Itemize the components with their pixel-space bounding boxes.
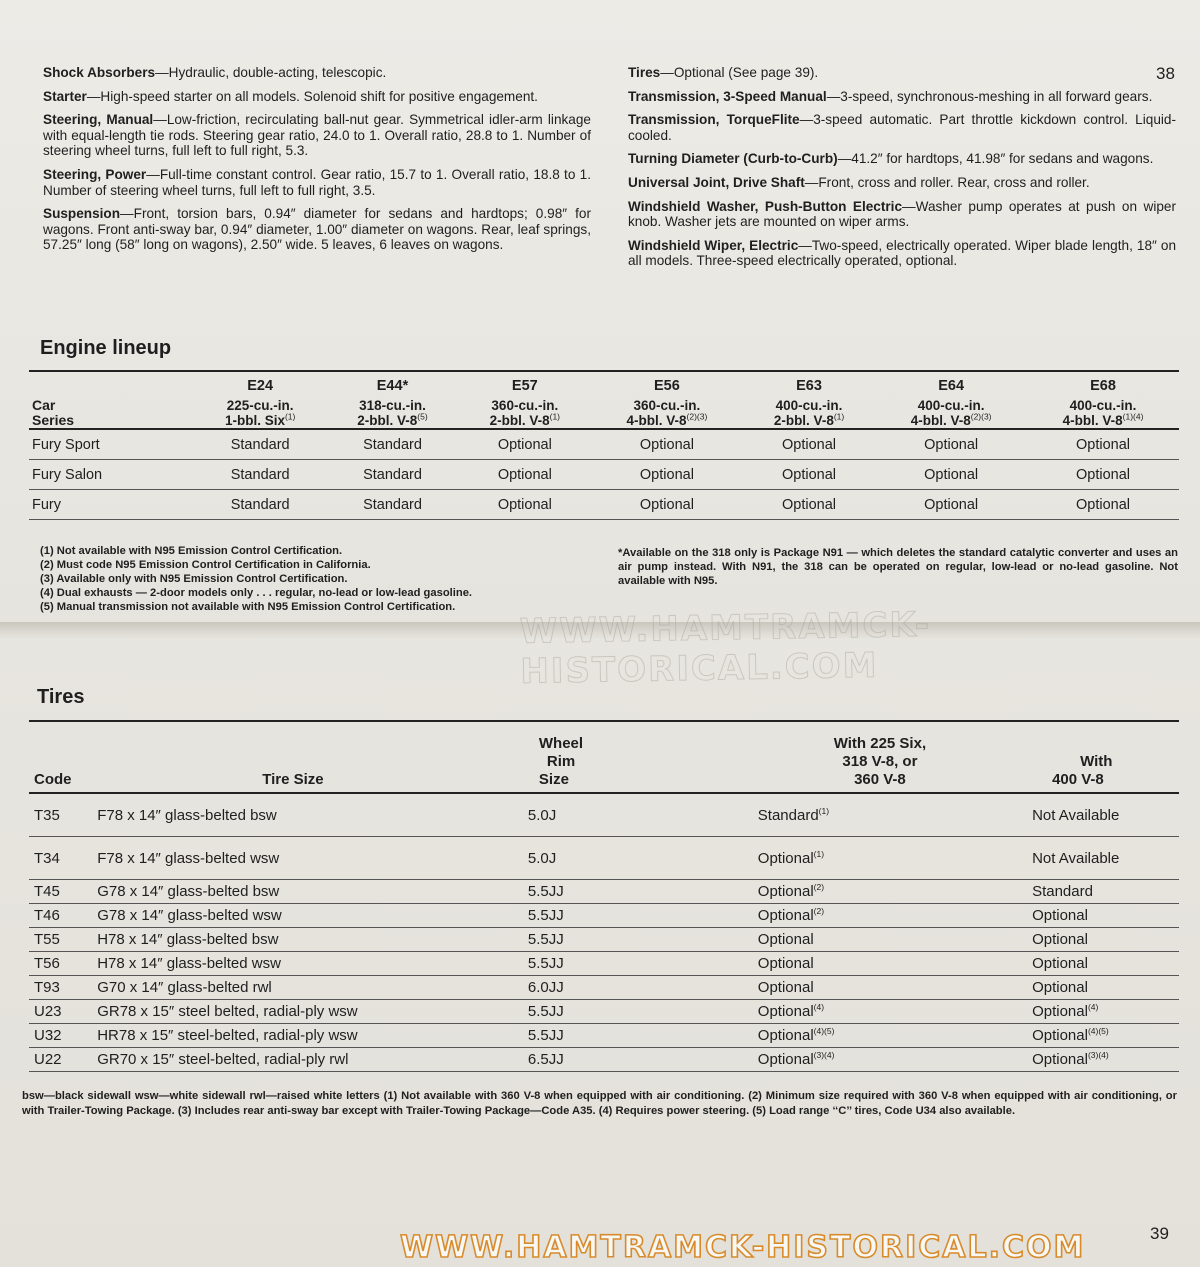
footnote: (4) Dual exhausts — 2-door models only . . . regular, no-lead or low-lead gasoline. — [40, 587, 473, 599]
page-number-bottom: 39 — [1150, 1224, 1169, 1243]
availability-cell: Optional — [1027, 490, 1179, 520]
availability-cell: Standard — [326, 490, 458, 520]
engine-code-row — [29, 371, 1179, 394]
spec-suspension: Suspension—Front, torsion bars, 0.94″ diameter for sedans and hardtops; 0.98″ for wagons. Front anti-sway bar, 0.94″ diameter, 1.00″ diameter on wagons. Rear, leaf springs, 57.25″ long (58″ long on wagons), 2.50″ wide. 5 leaves, 6 leaves on wagons. — [43, 206, 591, 253]
tire-row — [29, 837, 1179, 880]
availability-cell: Optional — [1027, 429, 1179, 460]
availability-cell: Optional — [875, 460, 1027, 490]
with-225-value: Optional$^{(4)}$ — [728, 1000, 1032, 1024]
watermark-mid: WWW.HAMTRAMCK-HISTORICAL.COM — [519, 604, 932, 692]
tire-code: T55 — [29, 928, 97, 952]
tire-row — [29, 793, 1179, 837]
tires-legend: bsw—black sidewall wsw—white sidewall rwl—raised white letters (1) Not available with 360 V-8 when equipped with air conditioning. (2) Minimum size required with 360 V-8 when equipped with air conditioning, or with Trailer-Towing Package. (3) Includes rear anti-sway bar except with Trailer-Towing Package—Code A35. (4) Requires power steering. (5) Load range ‘‘C’’ tires, Code U34 also available. — [22, 1090, 1177, 1117]
tire-size: G70 x 14″ glass-belted rwl — [97, 976, 517, 1000]
with-225-value: Standard$^{(1)}$ — [728, 793, 1032, 837]
series-name: Fury Sport — [29, 429, 194, 460]
engine-displacement: 225-cu.-in. 1-bbl. Six$^{(1)}$ — [224, 398, 296, 428]
tire-row — [29, 976, 1179, 1000]
tire-code: U32 — [29, 1024, 97, 1048]
availability-cell: Optional — [459, 460, 591, 490]
rim-size-header: Wheel Rim Size — [538, 735, 584, 788]
footnote: (3) Available only with N95 Emission Control Certification. — [40, 573, 348, 585]
availability-cell: Optional — [591, 429, 743, 460]
with-400-value: Optional — [1032, 976, 1179, 1000]
engine-displacement: 400-cu.-in. 4-bbl. $V-8^{(1)(4)}$ — [1062, 398, 1144, 428]
availability-cell: Standard — [194, 490, 326, 520]
with-400-value: Optional$^{(4)}$ — [1032, 1000, 1179, 1024]
spec-steering-manual: Steering, Manual—Low-friction, recirculating ball-nut gear. Symmetrical idler-arm linkage with equal-length tie rods. Steering gear ratio, 24.0 to 1. Overall ratio, 28.8 to 1. Number of steering wheel turns, full left to full right, 5.3. — [43, 112, 591, 159]
spec-steering-power: Steering, Power—Full-time constant control. Gear ratio, 15.7 to 1. Overall ratio, 18.8 to 1. Number of steering wheel turns, full left to full right, 3.5. — [43, 166, 591, 198]
with-225-value: Optional — [728, 952, 1032, 976]
tire-row — [29, 1024, 1179, 1048]
tire-code: T34 — [29, 837, 97, 880]
rim-size: 5.5JJ — [517, 952, 728, 976]
code-header: Code — [34, 771, 72, 788]
rim-size: 5.5JJ — [517, 1000, 728, 1024]
engine-displacement: 360-cu.-in. 2-bbl. V-8$^{(1)}$ — [489, 398, 561, 428]
availability-cell: Standard — [326, 460, 458, 490]
availability-cell: Optional — [591, 490, 743, 520]
tire-size: H78 x 14″ glass-belted wsw — [97, 952, 517, 976]
availability-cell: Optional — [743, 460, 875, 490]
tire-row — [29, 880, 1179, 904]
engine-displacement: 400-cu.-in. 2-bbl. V-8$^{(1)}$ — [773, 398, 845, 428]
with-400-value: Optional — [1032, 952, 1179, 976]
with-400-value: Not Available — [1032, 837, 1179, 880]
rim-size: 6.5JJ — [517, 1048, 728, 1072]
tires-heading: Tires — [37, 686, 85, 708]
engine-code: E68 — [1090, 378, 1116, 394]
tire-code: T56 — [29, 952, 97, 976]
tire-row — [29, 952, 1179, 976]
tire-size-header: Tire Size — [262, 771, 324, 788]
spec-transmission-manual: Transmission, 3-Speed Manual—3-speed, synchronous-meshing in all forward gears. — [628, 88, 1153, 104]
with-225-value: Optional$^{(1)}$ — [728, 837, 1032, 880]
tire-row — [29, 928, 1179, 952]
spec-transmission-torqueflite: Transmission, TorqueFlite—3-speed automatic. Part throttle kickdown control. Liquid-cooled. — [628, 112, 1176, 143]
availability-cell: Optional — [743, 429, 875, 460]
tires-header-row — [29, 721, 1179, 793]
engine-code: E64 — [938, 378, 965, 394]
engine-code: E57 — [511, 378, 538, 394]
rim-size: 5.5JJ — [517, 904, 728, 928]
rim-size: 6.0JJ — [517, 976, 728, 1000]
availability-cell: Optional — [459, 490, 591, 520]
with-225-value: Optional$^{(4)(5)}$ — [728, 1024, 1032, 1048]
series-name: Fury — [29, 490, 194, 520]
engine-code: E44* — [376, 378, 409, 394]
footnote: (1) Not available with N95 Emission Control Certification. — [40, 545, 343, 557]
tire-size: H78 x 14″ glass-belted bsw — [97, 928, 517, 952]
spec-tires: Tires—Optional (See page 39). — [628, 65, 819, 80]
engine-displacement: 400-cu.-in. 4-bbl. $V-8^{(2)(3)}$ — [910, 398, 992, 428]
engine-code: E63 — [796, 378, 822, 394]
tire-size: GR70 x 15″ steel-belted, radial-ply rwl — [97, 1048, 517, 1072]
spec-windshield-washer: Windshield Washer, Push-Button Electric—Washer pump operates at push on wiper knob. Washer jets are mounted on wiper arms. — [628, 198, 1176, 230]
spec-shock-absorbers: Shock Absorbers—Hydraulic, double-acting, telescopic. — [43, 65, 387, 80]
availability-cell: Standard — [326, 429, 458, 460]
tire-code: T35 — [29, 793, 97, 837]
availability-cell: Standard — [194, 460, 326, 490]
tire-size: HR78 x 15″ steel-belted, radial-ply wsw — [97, 1024, 517, 1048]
tire-row — [29, 1000, 1179, 1024]
engine-row-fury — [29, 490, 1179, 520]
tire-size: F78 x 14″ glass-belted bsw — [97, 793, 517, 837]
with-225-header: With 225 Six, 318 V-8, or 360 V-8 — [833, 735, 927, 788]
rim-size: 5.0J — [517, 837, 728, 880]
rim-size: 5.5JJ — [517, 1024, 728, 1048]
tire-code: U23 — [29, 1000, 97, 1024]
engine-asterisk-note: *Available on the 318 only is Package N91 — which deletes the standard catalytic converter and uses an air pump instead. With N91, the 318 can be operated on regular, low-lead or no-lead gasoline. Not available with N95. — [618, 547, 1178, 587]
tires-table — [29, 720, 1179, 1072]
engine-displacement: 360-cu.-in. 4-bbl. $V-8^{(2)(3)}$ — [626, 398, 708, 428]
spec-turning-diameter: Turning Diameter (Curb-to-Curb)—41.2″ for hardtops, 41.98″ for sedans and wagons. — [628, 151, 1154, 167]
watermark-bottom: WWW.HAMTRAMCK-HISTORICAL.COM — [400, 1230, 1086, 1265]
spec-starter: Starter—High-speed starter on all models. Solenoid shift for positive engagement. — [43, 88, 538, 104]
tire-code: U22 — [29, 1048, 97, 1072]
spec-windshield-wiper: Windshield Wiper, Electric—Two-speed, electrically operated. Wiper blade length, 18″ on all models. Three-speed electrically operated, optional. — [628, 237, 1176, 269]
availability-cell: Standard — [194, 429, 326, 460]
with-225-value: Optional$^{(2)}$ — [728, 880, 1032, 904]
with-400-value: Optional$^{(4)(5)}$ — [1032, 1024, 1179, 1048]
engine-displacement-row — [29, 394, 1179, 429]
tire-size: G78 x 14″ glass-belted bsw — [97, 880, 517, 904]
with-400-value: Optional$^{(3)(4)}$ — [1032, 1048, 1179, 1072]
with-400-value: Optional — [1032, 928, 1179, 952]
availability-cell: Optional — [591, 460, 743, 490]
tire-code: T93 — [29, 976, 97, 1000]
spec-universal-joint: Universal Joint, Drive Shaft—Front, cross and roller. Rear, cross and roller. — [628, 174, 1090, 190]
engine-footnotes — [40, 544, 600, 614]
page-number-top: 38 — [1156, 64, 1175, 83]
tire-size: F78 x 14″ glass-belted wsw — [97, 837, 517, 880]
tire-size: GR78 x 15″ steel belted, radial-ply wsw — [97, 1000, 517, 1024]
engine-code: E56 — [654, 378, 680, 394]
with-400-value: Not Available — [1032, 793, 1179, 837]
car-series-header: Car Series — [32, 397, 75, 428]
with-400-value: Standard — [1032, 880, 1179, 904]
tire-size: G78 x 14″ glass-belted wsw — [97, 904, 517, 928]
specs-right-column — [628, 65, 1176, 277]
with-225-value: Optional$^{(2)}$ — [728, 904, 1032, 928]
with-400-value: Optional — [1032, 904, 1179, 928]
engine-lineup-heading: Engine lineup — [40, 337, 172, 359]
engine-row-fury-sport — [29, 429, 1179, 460]
with-225-value: Optional — [728, 928, 1032, 952]
tire-code: T45 — [29, 880, 97, 904]
availability-cell: Optional — [743, 490, 875, 520]
series-name: Fury Salon — [29, 460, 194, 490]
engine-row-fury-salon — [29, 460, 1179, 490]
specs-left-column — [43, 65, 591, 261]
tire-code: T46 — [29, 904, 97, 928]
tire-row — [29, 1048, 1179, 1072]
engine-code: E24 — [247, 378, 274, 394]
rim-size: 5.0J — [517, 793, 728, 837]
tire-row — [29, 904, 1179, 928]
with-225-value: Optional — [728, 976, 1032, 1000]
availability-cell: Optional — [1027, 460, 1179, 490]
availability-cell: Optional — [875, 429, 1027, 460]
with-225-value: Optional$^{(3)(4)}$ — [728, 1048, 1032, 1072]
availability-cell: Optional — [459, 429, 591, 460]
rim-size: 5.5JJ — [517, 880, 728, 904]
rim-size: 5.5JJ — [517, 928, 728, 952]
availability-cell: Optional — [875, 490, 1027, 520]
engine-displacement: 318-cu.-in. 2-bbl. V-8$^{(5)}$ — [357, 398, 428, 428]
footnote: (2) Must code N95 Emission Control Certification in California. — [40, 559, 371, 571]
with-400-header: With 400 V-8 — [1052, 753, 1113, 788]
footnote: (5) Manual transmission not available with N95 Emission Control Certification. — [40, 601, 456, 613]
engine-lineup-table — [29, 370, 1179, 520]
